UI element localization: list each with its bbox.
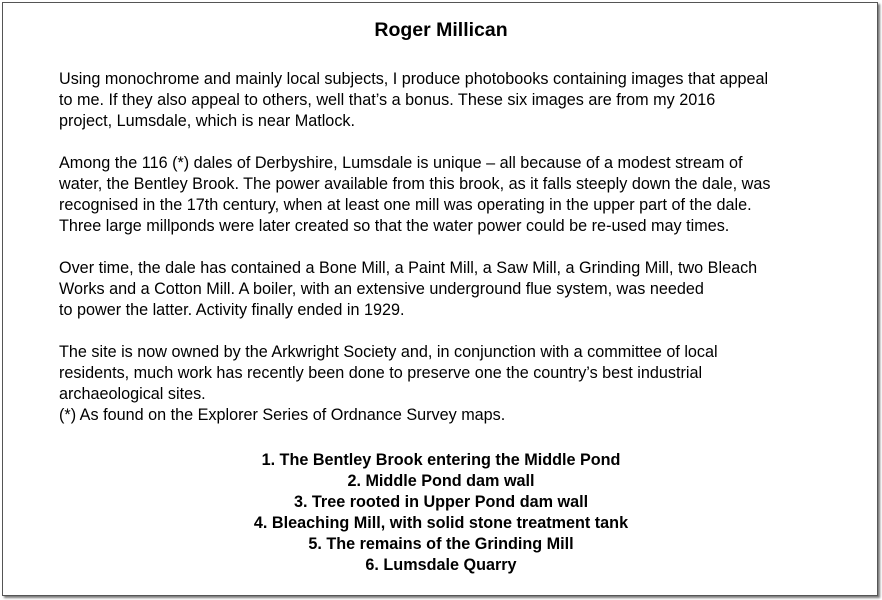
- text-line: recognised in the 17th century, when at least one mill was operating in the upper part of the dale.: [59, 196, 752, 214]
- text-line: The site is now owned by the Arkwright Society and, in conjunction with a committee of local: [59, 343, 718, 361]
- text-line: project, Lumsdale, which is near Matlock.: [59, 112, 355, 130]
- footnote: (*) As found on the Explorer Series of Ordnance Survey maps.: [59, 406, 506, 424]
- paragraph-intro: [59, 69, 871, 132]
- text-line: Three large millponds were later created so that the water power could be re-used may times.: [59, 217, 730, 235]
- page-title: Roger Millican: [374, 19, 508, 41]
- text-line: Using monochrome and mainly local subjects, I produce photobooks containing images that appeal: [59, 70, 769, 88]
- list-item: 5. The remains of the Grinding Mill: [308, 535, 574, 553]
- paragraph-site: [59, 342, 871, 426]
- text-line: to power the latter. Activity finally ended in 1929.: [59, 301, 405, 319]
- text-line: Among the 116 (*) dales of Derbyshire, Lumsdale is unique – all because of a modest stream of: [59, 154, 743, 172]
- paragraph-mills: [59, 258, 871, 321]
- text-line: archaeological sites.: [59, 385, 206, 403]
- text-line: water, the Bentley Brook. The power available from this brook, as it falls steeply down the dale, was: [59, 175, 771, 193]
- list-item: 2. Middle Pond dam wall: [347, 472, 535, 490]
- list-item: 3. Tree rooted in Upper Pond dam wall: [293, 493, 589, 511]
- list-item: 4. Bleaching Mill, with solid stone treatment tank: [253, 514, 629, 532]
- image-list: [0, 450, 882, 576]
- paragraph-history: [59, 153, 871, 237]
- text-line: Over time, the dale has contained a Bone Mill, a Paint Mill, a Saw Mill, a Grinding Mill, two Bleach: [59, 259, 758, 277]
- text-body: [59, 69, 871, 426]
- list-item: 1. The Bentley Brook entering the Middle Pond: [261, 451, 621, 469]
- text-line: to me. If they also appeal to others, well that’s a bonus. These six images are from my 2016: [59, 91, 716, 109]
- text-line: Works and a Cotton Mill. A boiler, with an extensive underground flue system, was needed: [59, 280, 704, 298]
- text-line: residents, much work has recently been done to preserve one the country’s best industrial: [59, 364, 703, 382]
- list-item: 6. Lumsdale Quarry: [365, 556, 517, 574]
